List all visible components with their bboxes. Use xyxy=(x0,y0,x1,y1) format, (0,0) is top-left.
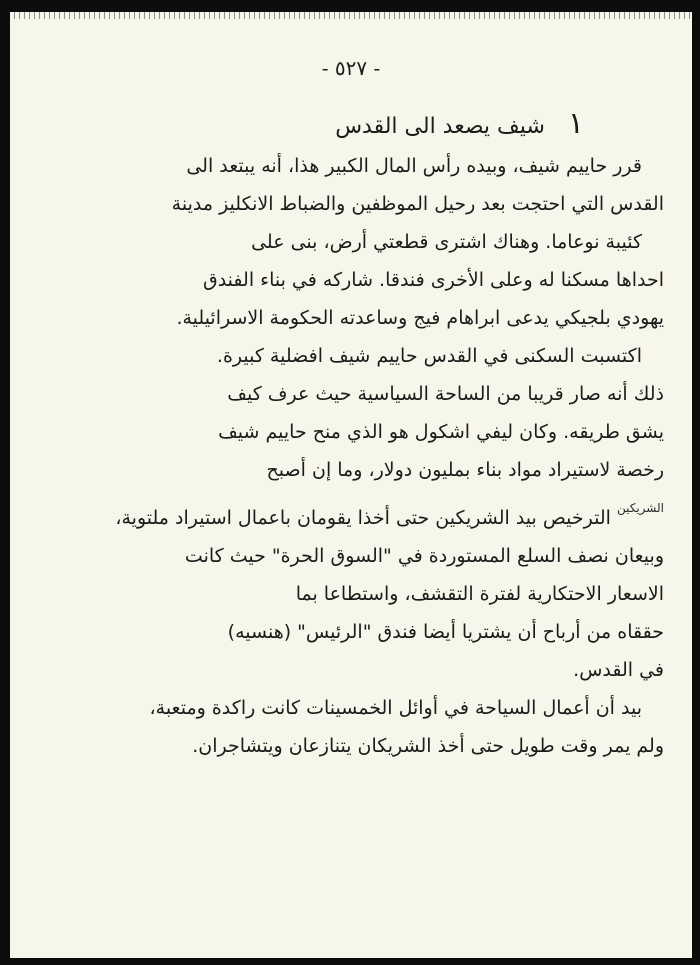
text-line-12: الاسعار الاحتكارية لفترة التقشف، واستطاعا بما xyxy=(295,583,664,605)
page-number: - ٥٢٧ - xyxy=(321,56,381,80)
inserted-word: الشريكين xyxy=(616,501,664,515)
text-line-9: رخصة لاستيراد مواد بناء بمليون دولار، وما إن أصبح xyxy=(266,459,664,481)
text-line-13: حققاه من أرباح أن يشتريا أيضا فندق "الرئيس" (هنسيه) xyxy=(227,621,664,643)
text-line-7: ذلك أنه صار قريبا من الساحة السياسية حيث عرف كيف xyxy=(227,383,664,405)
text-line-15: بيد أن أعمال السياحة في أوائل الخمسينات كانت راكدة ومتعبة، xyxy=(149,697,642,719)
text-line-14: في القدس. xyxy=(573,659,664,681)
text-line-4: احداها مسكنا له وعلى الأخرى فندقا. شاركه في بناء الفندق xyxy=(202,269,664,291)
text-line-11: وبيعان نصف السلع المستوردة في "السوق الحرة" حيث كانت xyxy=(184,545,664,567)
manuscript-page xyxy=(10,12,692,958)
text-line-10: الترخيص بيد الشريكين حتى أخذا يقومان باعمال استيراد ملتوية، xyxy=(115,507,611,529)
section-title: شيف يصعد الى القدس xyxy=(335,114,545,139)
text-line-10-wrapper xyxy=(46,489,664,537)
section-heading xyxy=(46,104,584,147)
text-line-5: يهودي بلجيكي يدعى ابراهام فيج وساعدته الحكومة الاسرائيلية. xyxy=(176,307,664,329)
text-line-2: القدس التي احتجت بعد رحيل الموظفين والضباط الانكليز مدينة xyxy=(171,193,664,215)
text-line-8: يشق طريقه. وكان ليفي اشكول هو الذي منح حاييم شيف xyxy=(218,421,664,443)
text-line-16: ولم يمر وقت طويل حتى أخذ الشريكان يتنازعان ويتشاجران. xyxy=(192,735,664,757)
handwritten-text-body xyxy=(46,104,664,765)
scan-edge-strip xyxy=(10,12,692,19)
text-line-3: كئيبة نوعاما. وهناك اشترى قطعتي أرض، بنى على xyxy=(251,231,642,253)
section-number: ١ xyxy=(567,106,584,141)
text-line-6: اكتسبت السكنى في القدس حاييم شيف افضلية كبيرة. xyxy=(216,345,642,367)
text-line-1: قرر حاييم شيف، وبيده رأس المال الكبير هذا، أنه يبتعد الى xyxy=(186,155,642,177)
